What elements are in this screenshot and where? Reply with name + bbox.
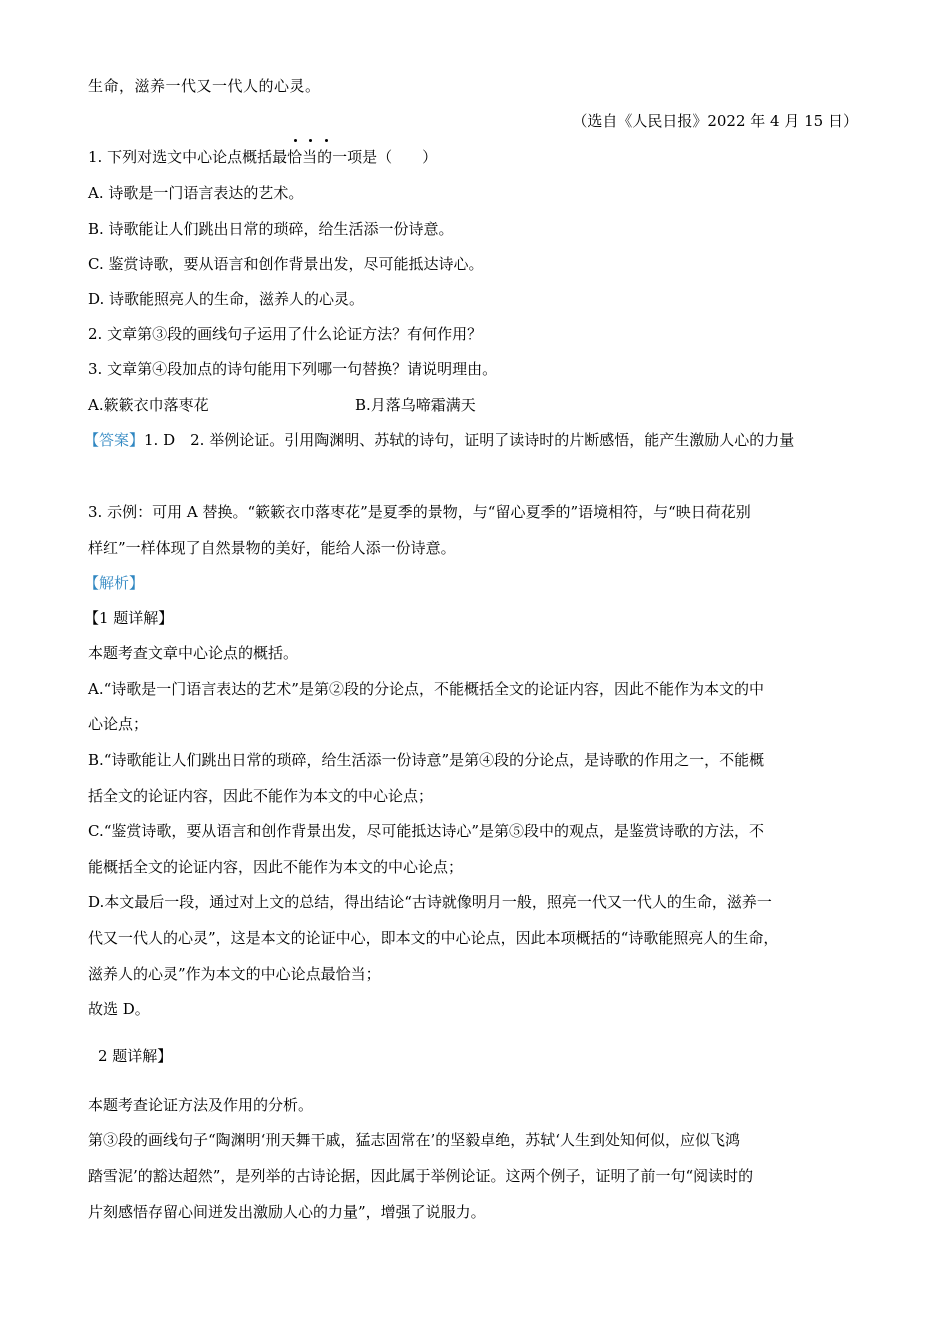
- option-b: B. 诗歌能让人们跳出日常的琐碎，给生活添一份诗意。: [88, 220, 454, 238]
- question-3: 3. 文章第④段加点的诗句能用下列哪一句替换？请说明理由。: [88, 360, 498, 378]
- answer-line: 3. 示例：可用 A 替换。“簌簌衣巾落枣花”是夏季的景物，与“留心夏季的”语境相符，与“映日荷花别: [88, 503, 751, 521]
- option-c: C. 鉴赏诗歌，要从语言和创作背景出发，尽可能抵达诗心。: [88, 255, 484, 273]
- text-line: 第③段的画线句子“陶渊明‘刑天舞干戚，猛志固常在’的坚毅卓绝，苏轼‘人生到处知何似，应似飞鸿: [88, 1131, 740, 1149]
- answer-tag: 【答案】: [84, 431, 145, 449]
- choice-b: B.月落乌啼霜满天: [355, 396, 476, 414]
- text-line: 本题考查文章中心论点的概括。: [88, 644, 299, 662]
- answer-text: 1. D 2. 举例论证。引用陶渊明、苏轼的诗句，证明了读诗时的片断感悟，能产生激励人心的力量: [144, 431, 795, 449]
- text-line: D.本文最后一段，通过对上文的总结，得出结论“古诗就像明月一般，照亮一代又一代人的生命，滋养一: [88, 893, 772, 911]
- text-line: 故选 D。: [88, 1000, 150, 1018]
- section-heading: 2 题详解】: [98, 1047, 173, 1065]
- text-line: 代又一代人的心灵”，这是本文的论证中心，即本文的中心论点，因此本项概括的“诗歌能照亮人的生命，: [88, 929, 779, 947]
- text-line: 滋养人的心灵”作为本文的中心论点最恰当；: [88, 965, 381, 983]
- answer-line: 样红”一样体现了自然景物的美好，能给人添一份诗意。: [88, 539, 456, 557]
- text-line: 能概括全文的论证内容，因此不能作为本文的中心论点；: [88, 858, 464, 876]
- section-heading: 【1 题详解】: [84, 609, 174, 627]
- question-2: 2. 文章第③段的画线句子运用了什么论证方法？有何作用？: [88, 325, 483, 343]
- text-line: 心论点；: [88, 715, 149, 733]
- text-line: B.“诗歌能让人们跳出日常的琐碎，给生活添一份诗意”是第④段的分论点，是诗歌的作用之一，不能概: [88, 751, 765, 769]
- choice-a: A.簌簌衣巾落枣花: [88, 396, 209, 414]
- source-citation: （选自《人民日报》2022 年 4 月 15 日）: [572, 112, 858, 130]
- text-line: A.“诗歌是一门语言表达的艺术”是第②段的分论点，不能概括全文的论证内容，因此不能作为本文的中: [88, 680, 764, 698]
- option-a: A. 诗歌是一门语言表达的艺术。: [88, 184, 304, 202]
- text-line: 本题考查论证方法及作用的分析。: [88, 1096, 314, 1114]
- emphasis-dots: [292, 139, 342, 147]
- text-line: C.“鉴赏诗歌，要从语言和创作背景出发，尽可能抵达诗心”是第⑤段中的观点，是鉴赏诗歌的方法，不: [88, 822, 765, 840]
- answer-line: [84, 430, 864, 450]
- option-d: D. 诗歌能照亮人的生命，滋养人的心灵。: [88, 290, 365, 308]
- text-line: 括全文的论证内容，因此不能作为本文的中心论点；: [88, 787, 434, 805]
- question-1: 1. 下列对选文中心论点概括最恰当的一项是（ ）: [88, 148, 438, 166]
- text-line: 片刻感悟存留心间迸发出激励人心的力量”，增强了说服力。: [88, 1203, 486, 1221]
- text-line: 生命，滋养一代又一代人的心灵。: [88, 77, 321, 95]
- text-line: 踏雪泥’的豁达超然”，是列举的古诗论据，因此属于举例论证。这两个例子，证明了前一句“阅读时的: [88, 1167, 754, 1185]
- analysis-tag: 【解析】: [84, 574, 145, 592]
